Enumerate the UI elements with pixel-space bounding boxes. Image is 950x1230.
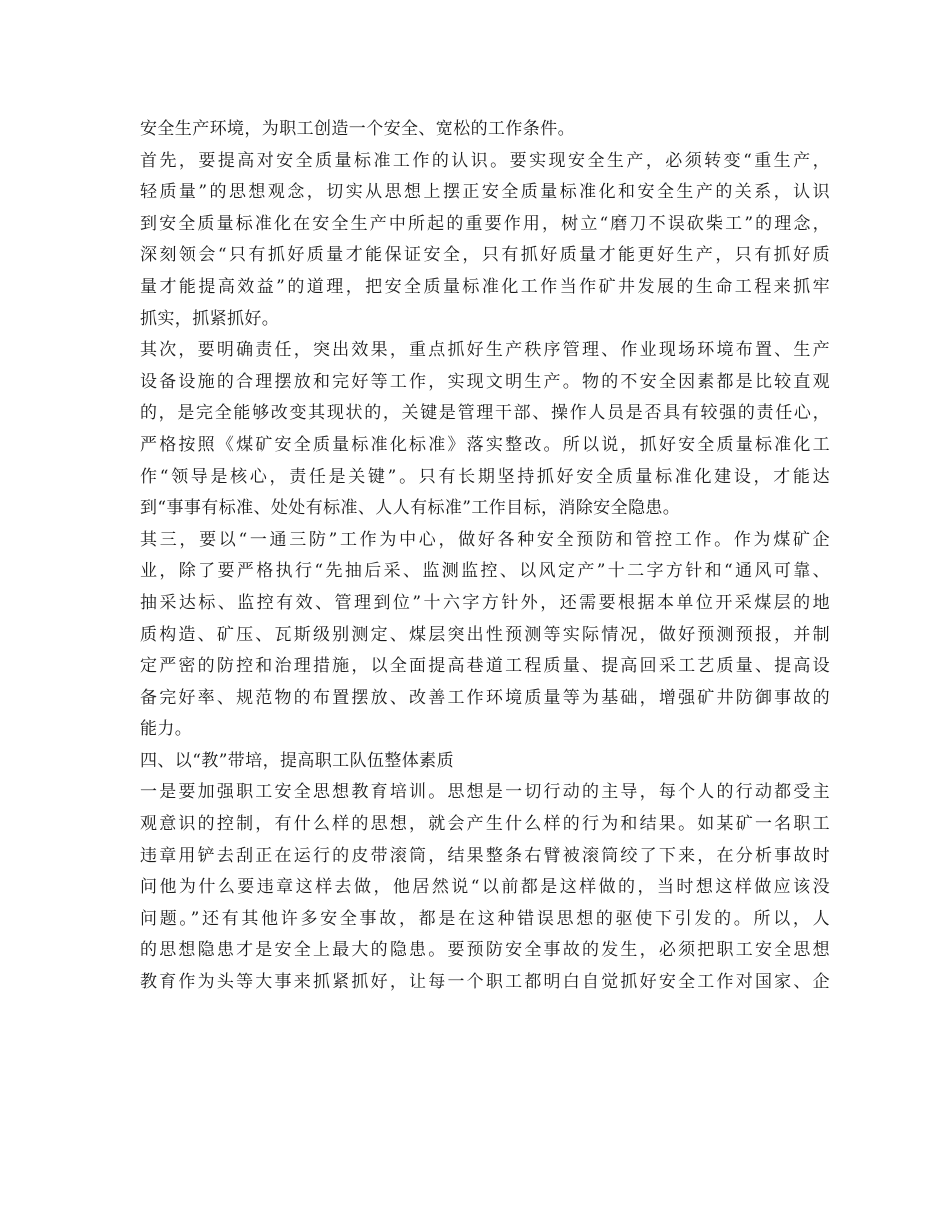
- text-line: 抽采达标、监控有效、管理到位”十六字方针外，还需要根据本单位开采煤层的地: [140, 592, 830, 613]
- text-line: 作“领导是核心，责任是关键”。只有长期坚持抓好安全质量标准化建设，才能达: [140, 466, 830, 487]
- text-line: 深刻领会“只有抓好质量才能保证安全，只有抓好质量才能更好生产，只有抓好质: [140, 245, 830, 266]
- text-line: 一是要加强职工安全思想教育培训。思想是一切行动的主导，每个人的行动都受主: [140, 782, 830, 803]
- text-line: 定严密的防控和治理措施，以全面提高巷道工程质量、提高回采工艺质量、提高设: [140, 656, 830, 677]
- text-line: 备完好率、规范物的布置摆放、改善工作环境质量等为基础，增强矿井防御事故的: [140, 687, 830, 708]
- text-line: 其次，要明确责任，突出效果，重点抓好生产秩序管理、作业现场环境布置、生产: [140, 340, 830, 361]
- text-line: 到安全质量标准化在安全生产中所起的重要作用，树立“磨刀不误砍柴工”的理念，: [140, 213, 830, 234]
- text-line: 的思想隐患才是安全上最大的隐患。要预防安全事故的发生，必须把职工安全思想: [140, 940, 830, 961]
- text-line: 抓实，抓紧抓好。: [140, 308, 280, 329]
- section-heading: 四、以“教”带培，提高职工队伍整体素质: [140, 750, 454, 771]
- text-line: 的，是完全能够改变其现状的，关键是管理干部、操作人员是否具有较强的责任心，: [140, 403, 830, 424]
- text-line: 问题。”还有其他许多安全事故，都是在这种错误思想的驱使下引发的。所以，人: [140, 908, 830, 929]
- document-body: [140, 114, 830, 999]
- text-line: 其三，要以“一通三防”工作为中心，做好各种安全预防和管控工作。作为煤矿企: [140, 529, 830, 550]
- text-line: 到“事事有标准、处处有标准、人人有标准”工作目标，消除安全隐患。: [140, 498, 681, 519]
- text-line: 能力。: [140, 719, 193, 740]
- text-line: 问他为什么要违章这样去做，他居然说“以前都是这样做的，当时想这样做应该没: [140, 877, 830, 898]
- text-line: 设备设施的合理摆放和完好等工作，实现文明生产。物的不安全因素都是比较直观: [140, 371, 830, 392]
- text-line: 轻质量”的思想观念，切实从思想上摆正安全质量标准化和安全生产的关系，认识: [140, 182, 830, 203]
- text-line: 违章用铲去刮正在运行的皮带滚筒，结果整条右臂被滚筒绞了下来，在分析事故时: [140, 845, 830, 866]
- text-line: 严格按照《煤矿安全质量标准化标准》落实整改。所以说，抓好安全质量标准化工: [140, 434, 830, 455]
- text-line: 观意识的控制，有什么样的思想，就会产生什么样的行为和结果。如某矿一名职工: [140, 814, 830, 835]
- text-line: 教育作为头等大事来抓紧抓好，让每一个职工都明白自觉抓好安全工作对国家、企: [140, 972, 830, 993]
- text-line: 质构造、矿压、瓦斯级别测定、煤层突出性预测等实际情况，做好预测预报，并制: [140, 624, 830, 645]
- text-line: 安全生产环境，为职工创造一个安全、宽松的工作条件。: [140, 119, 575, 139]
- text-line: 首先，要提高对安全质量标准工作的认识。要实现安全生产，必须转变“重生产，: [140, 150, 830, 171]
- text-line: 量才能提高效益”的道理，把安全质量标准化工作当作矿井发展的生命工程来抓牢: [140, 276, 830, 297]
- text-line: 业，除了要严格执行“先抽后采、监测监控、以风定产”十二字方针和“通风可靠、: [140, 561, 830, 582]
